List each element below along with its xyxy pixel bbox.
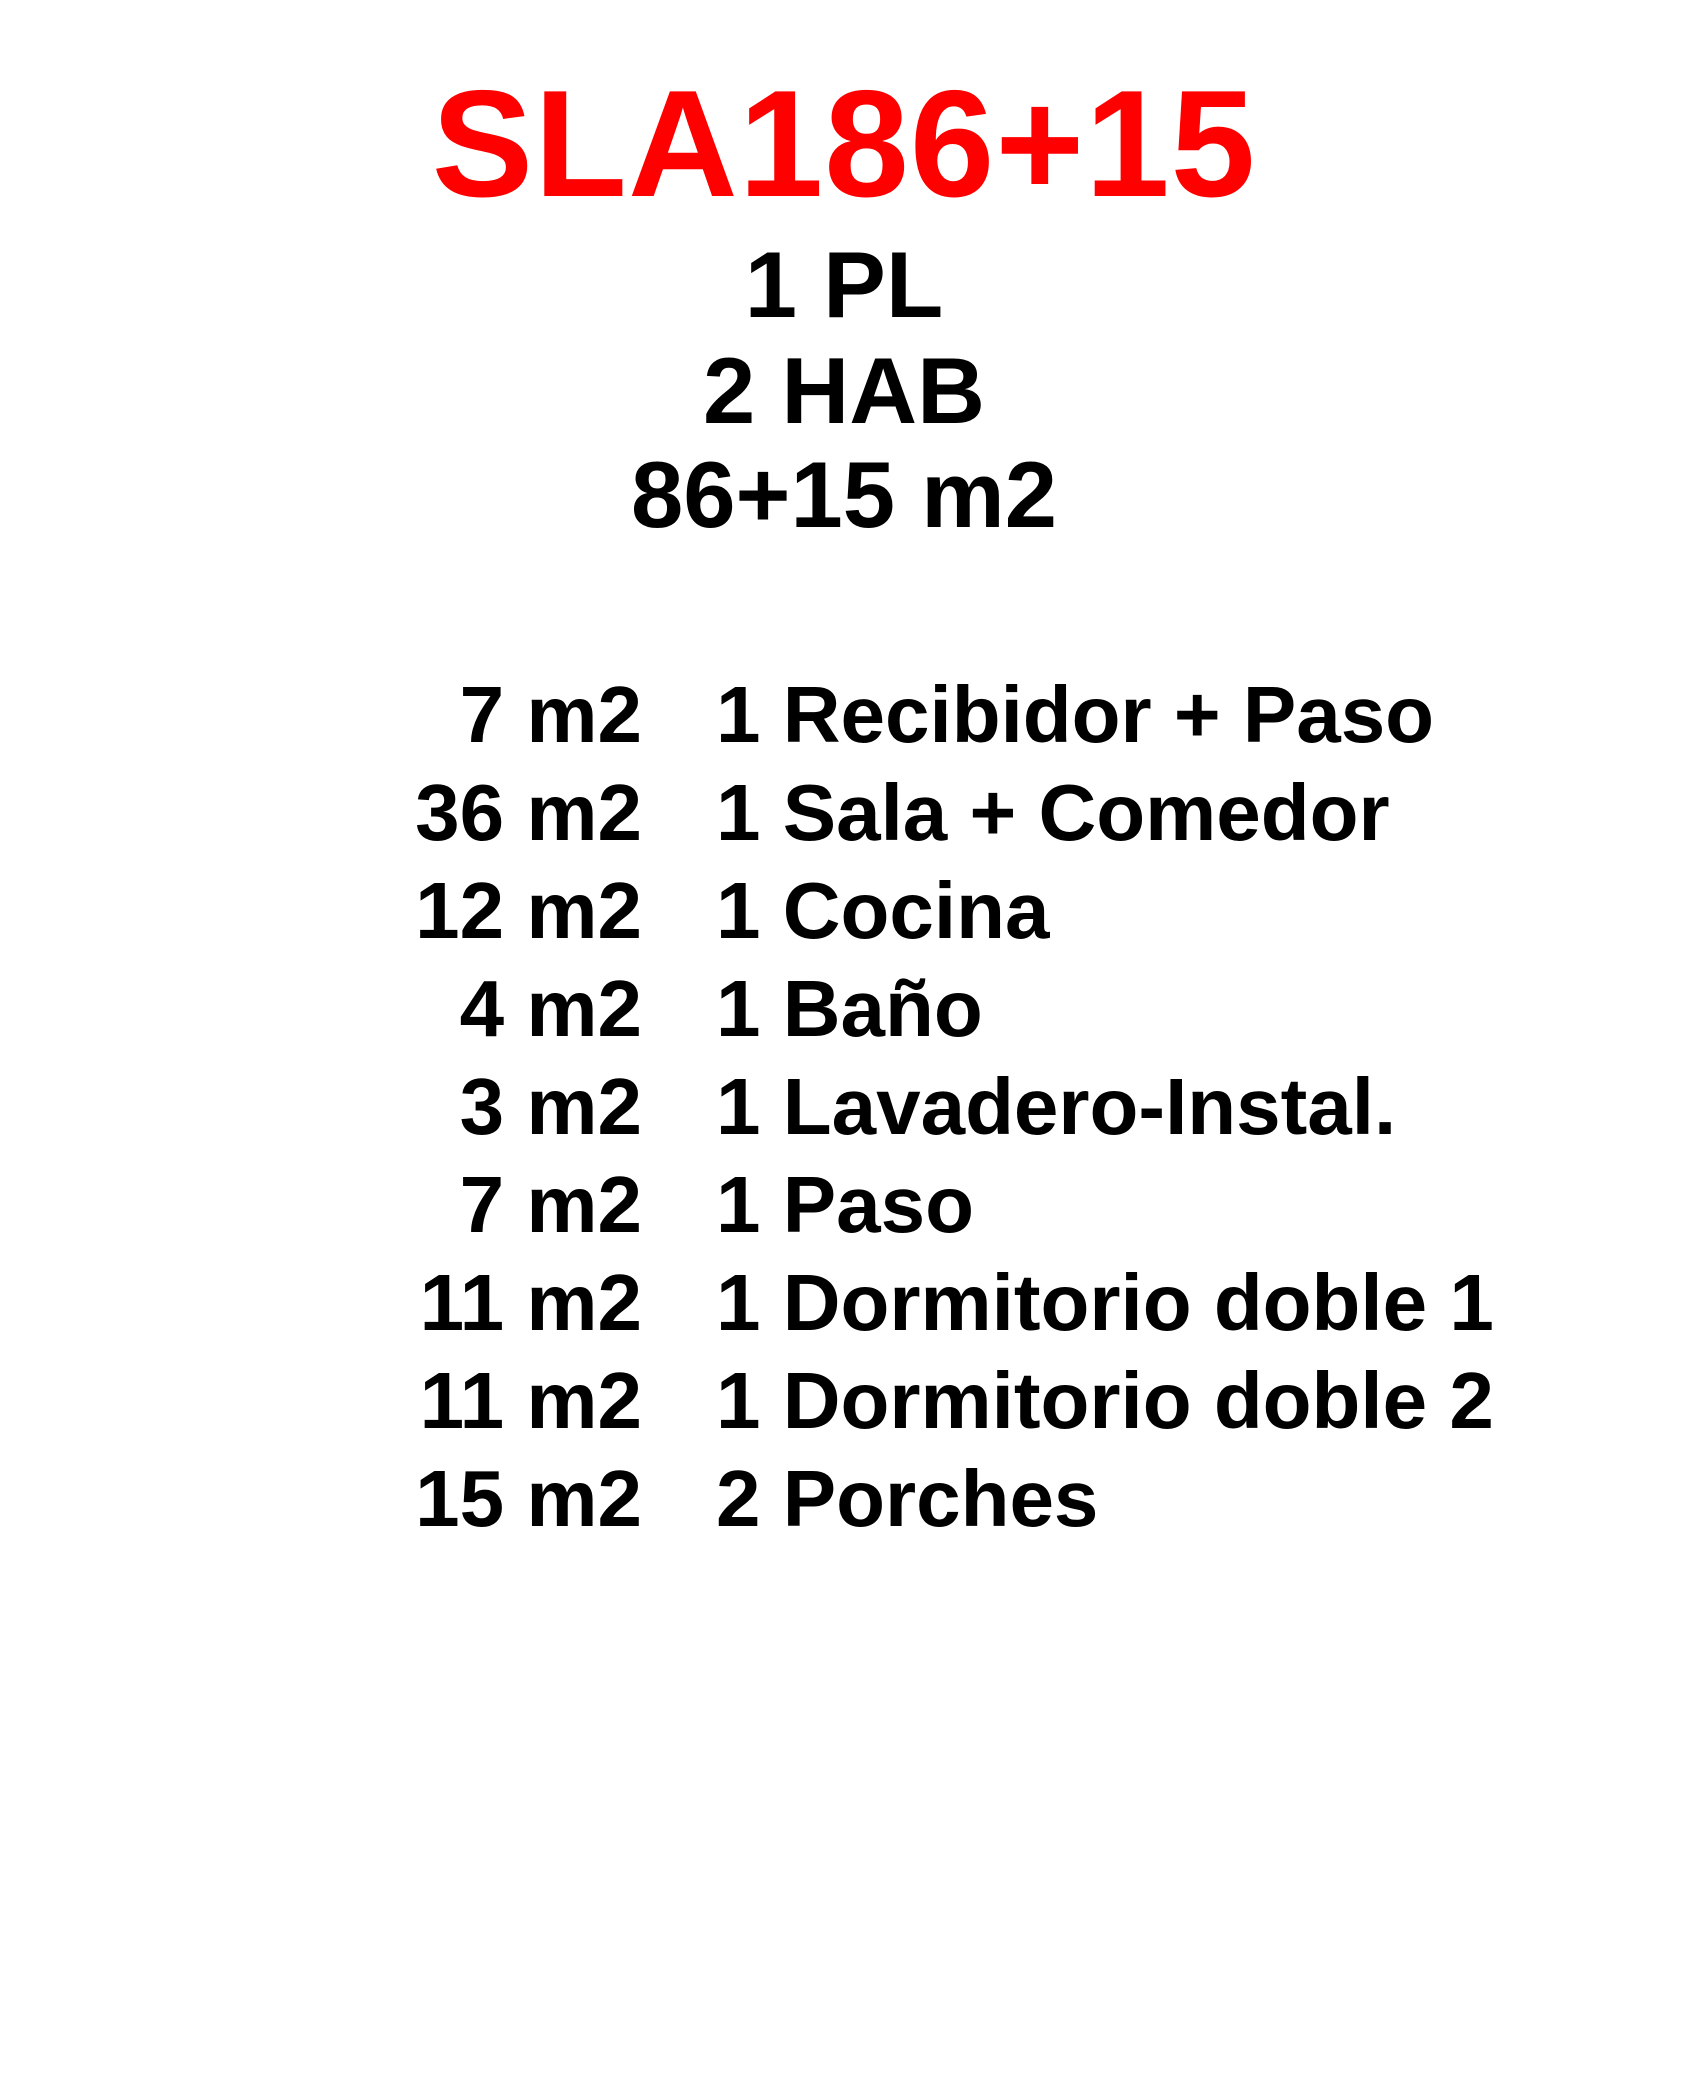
room-row: [0, 862, 1688, 960]
room-name: 1 Lavadero-Instal.: [716, 1062, 1397, 1151]
room-row: [0, 1058, 1688, 1156]
page-title: SLA186+15: [431, 59, 1257, 229]
room-name: 1 Recibidor + Paso: [716, 670, 1435, 759]
room-list: [0, 666, 1688, 1548]
room-row: [0, 1352, 1688, 1450]
room-name: 1 Paso: [716, 1160, 974, 1249]
room-area: 7 m2: [459, 670, 642, 759]
room-area: 4 m2: [459, 964, 642, 1053]
room-area: 36 m2: [415, 768, 642, 857]
bedrooms-label: 2 HAB: [702, 338, 986, 443]
room-row: [0, 1156, 1688, 1254]
room-row: [0, 666, 1688, 764]
room-name: 1 Dormitorio doble 2: [716, 1356, 1494, 1445]
room-name: 1 Cocina: [716, 866, 1050, 955]
room-area: 11 m2: [419, 1258, 642, 1347]
room-row: [0, 1254, 1688, 1352]
room-area: 11 m2: [419, 1356, 642, 1445]
room-area: 12 m2: [415, 866, 642, 955]
floors-label: 1 PL: [744, 232, 944, 337]
room-name: 1 Sala + Comedor: [716, 768, 1390, 857]
room-name: 1 Dormitorio doble 1: [716, 1258, 1494, 1347]
room-name: 1 Baño: [716, 964, 983, 1053]
room-area: 7 m2: [459, 1160, 642, 1249]
total-area-label: 86+15 m2: [631, 442, 1057, 547]
room-area: 3 m2: [459, 1062, 642, 1151]
room-row: [0, 960, 1688, 1058]
room-row: [0, 1450, 1688, 1548]
room-row: [0, 764, 1688, 862]
room-area: 15 m2: [415, 1454, 642, 1543]
room-name: 2 Porches: [716, 1454, 1099, 1543]
